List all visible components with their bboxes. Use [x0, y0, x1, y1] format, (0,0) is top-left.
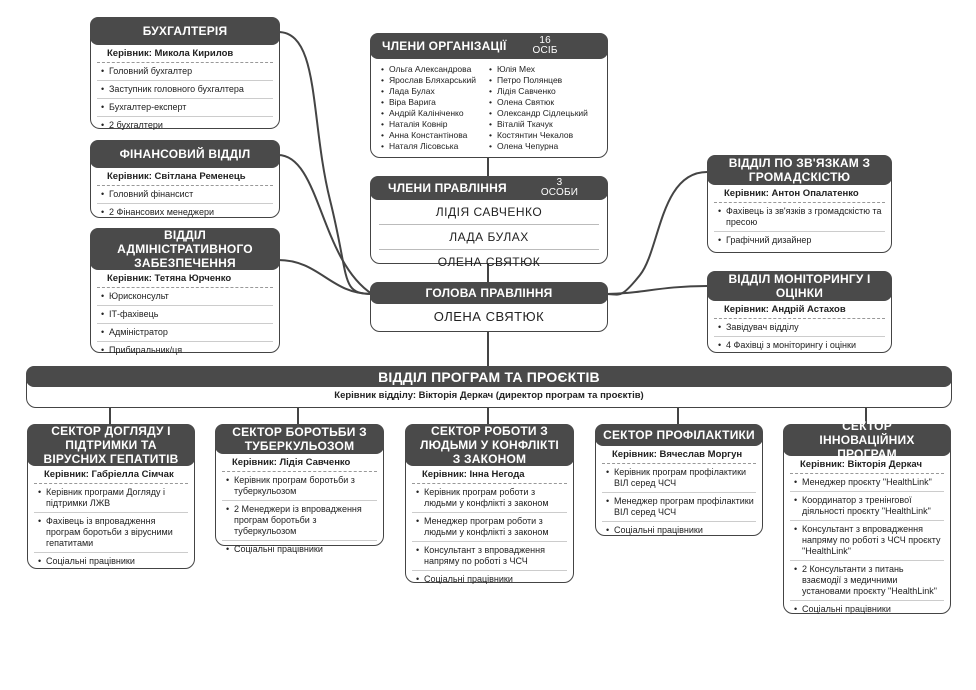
member-item: • Лада Булах	[381, 86, 489, 97]
sector-tb-box	[215, 424, 384, 554]
sector-prevention-box	[595, 424, 763, 536]
list-item: • Соціальні працівники	[34, 553, 188, 570]
accounting-title: БУХГАЛТЕРІЯ	[90, 17, 280, 45]
sector-title: СЕКТОР БОРОТЬБИ З ТУБЕРКУЛЬОЗОМ	[215, 424, 384, 454]
chair-header: ГОЛОВА ПРАВЛІННЯ	[370, 282, 608, 304]
monitoring-box	[707, 271, 892, 353]
list-item: • 2 Менеджери із впровадження програм боротьби з туберкульозом	[222, 501, 377, 541]
list-item: • Координатор з тренінгової діяльності проєкту "HealthLink"	[790, 492, 944, 521]
member-item: • Наталя Лісовська	[381, 141, 489, 152]
sector-list	[784, 474, 950, 622]
member-item: • Лідія Савченко	[489, 86, 597, 97]
member-item: • Олена Чепурна	[489, 141, 597, 152]
list-item: • Керівник програми Догляду і підтримки ЛЖВ	[34, 484, 188, 513]
member-item: • Андрій Калініченко	[381, 108, 489, 119]
list-item: • Консультант з впровадження напряму по роботі з ЧСЧ	[412, 542, 567, 571]
members-box	[370, 33, 608, 158]
list-item: • Соціальні працівники	[222, 541, 377, 558]
pr-list	[708, 203, 891, 253]
members-col1	[381, 64, 489, 152]
list-item: • Менеджер програм роботи з людьми у конфлікті з законом	[412, 513, 567, 542]
chair-box	[370, 282, 608, 332]
pr-title: ВІДДІЛ ПО ЗВ'ЯЗКАМ З ГРОМАДСКІСТЮ	[707, 155, 892, 185]
board-header	[370, 176, 608, 200]
pr-manager: Керівник: Антон Опалатенко	[714, 185, 885, 203]
list-item: • Менеджер проєкту "HealthLink"	[790, 474, 944, 492]
sector-title: СЕКТОР ІННОВАЦІЙНИХ ПРОГРАМ	[783, 424, 951, 456]
board-count-num: 3	[556, 177, 563, 188]
list-item: • Керівник програм профілактики ВІЛ серед ЧСЧ	[602, 464, 756, 493]
member-item: • Ольга Александрова	[381, 64, 489, 75]
member-item: • Костянтин Чекалов	[489, 130, 597, 141]
sector-list	[216, 472, 383, 562]
member-item: • Віталій Ткачук	[489, 119, 597, 130]
list-item: • Юрисконсульт	[97, 288, 273, 306]
admin-box	[90, 228, 280, 353]
accounting-box	[90, 17, 280, 129]
pr-box	[707, 155, 892, 253]
list-item: • Адміністратор	[97, 324, 273, 342]
sector-title: СЕКТОР ДОГЛЯДУ І ПІДТРИМКИ ТА ВІРУСНИХ ГЕПАТИТІВ	[27, 424, 195, 466]
sector-list	[406, 484, 573, 592]
member-item: • Віра Варига	[381, 97, 489, 108]
list-item: • Соціальні працівники	[790, 601, 944, 618]
sector-list	[28, 484, 194, 574]
board-member-name: ЛІДІЯ САВЧЕНКО	[379, 200, 599, 225]
members-list	[371, 59, 607, 154]
monitoring-title: ВІДДІЛ МОНІТОРИНГУ І ОЦІНКИ	[707, 271, 892, 301]
list-item: • Завідувач відділу	[714, 319, 885, 337]
list-item: • 2 Консультанти з питань взаємодії з медичними установами проєкту "HealthLink"	[790, 561, 944, 601]
board-count-unit: ОСОБИ	[540, 187, 579, 198]
list-item: • Бухгалтер-експерт	[97, 99, 273, 117]
list-item: • 2 Фінансових менеджери	[97, 204, 273, 221]
sector-title: СЕКТОР ПРОФІЛАКТИКИ	[595, 424, 763, 446]
list-item: • Керівник програм роботи з людьми у конфлікті з законом	[412, 484, 567, 513]
monitoring-list	[708, 319, 891, 358]
sector-manager: Керівник: Вячеслав Моргун	[602, 446, 756, 464]
member-item: • Анна Константінова	[381, 130, 489, 141]
member-item: • Ярослав Бляхарський	[381, 75, 489, 86]
programs-title: ВІДДІЛ ПРОГРАМ ТА ПРОЄКТІВ	[26, 366, 952, 387]
list-item: • 2 бухгалтери	[97, 117, 273, 134]
list-item: • Графічний дизайнер	[714, 232, 885, 249]
list-item: • Заступник головного бухгалтера	[97, 81, 273, 99]
sector-care-box	[27, 424, 195, 569]
members-count	[533, 36, 558, 56]
members-count-unit: ОСІБ	[532, 45, 558, 56]
accounting-list	[91, 63, 279, 138]
sector-innovation-box	[783, 419, 951, 614]
sector-manager: Керівник: Вікторія Деркач	[790, 456, 944, 474]
finance-title: ФІНАНСОВИЙ ВІДДІЛ	[90, 140, 280, 168]
programs-department	[26, 366, 952, 408]
sector-list	[596, 464, 762, 543]
member-item: • Олександр Сідлецький	[489, 108, 597, 119]
members-title: ЧЛЕНИ ОРГАНІЗАЦІЇ	[382, 39, 507, 53]
programs-manager: Керівник відділу: Вікторія Деркач (директор програм та проєктів)	[334, 390, 644, 401]
accounting-manager: Керівник: Микола Кирилов	[97, 45, 273, 63]
sector-law-box	[405, 424, 574, 583]
finance-list	[91, 186, 279, 225]
members-count-num: 16	[539, 35, 551, 46]
list-item: • Головний фінансист	[97, 186, 273, 204]
board-member-name: ОЛЕНА СВЯТЮК	[437, 255, 541, 269]
sector-manager: Керівник: Габріелла Сімчак	[34, 466, 188, 484]
list-item: • Фахівець із впровадження програм боротьби з вірусними гепатитами	[34, 513, 188, 553]
member-item: • Петро Полянцев	[489, 75, 597, 86]
list-item: • ІТ-фахівець	[97, 306, 273, 324]
monitoring-manager: Керівник: Андрій Астахов	[714, 301, 885, 319]
chair-name: ОЛЕНА СВЯТЮК	[433, 309, 545, 324]
member-item: • Олена Святюк	[489, 97, 597, 108]
list-item: • 4 Фахівці з моніторингу і оцінки	[714, 337, 885, 354]
admin-manager: Керівник: Тетяна Юрченко	[97, 270, 273, 288]
list-item: • Соціальні працівники	[412, 571, 567, 588]
board-box	[370, 176, 608, 269]
list-item: • Прибиральник/ця	[97, 342, 273, 359]
list-item: • Фахівець із зв'язків з громадскістю та пресою	[714, 203, 885, 232]
sector-manager: Керівник: Лідія Савченко	[222, 454, 377, 472]
admin-title: ВІДДІЛ АДМІНІСТРАТИВНОГО ЗАБЕЗПЕЧЕННЯ	[90, 228, 280, 270]
list-item: • Головний бухгалтер	[97, 63, 273, 81]
member-item: • Юлія Мех	[489, 64, 597, 75]
finance-manager: Керівник: Світлана Ременець	[97, 168, 273, 186]
list-item: • Менеджер програм профілактики ВІЛ серед ЧСЧ	[602, 493, 756, 522]
member-item: • Наталія Ковнір	[381, 119, 489, 130]
members-col2	[489, 64, 597, 152]
list-item: • Соціальні працівники	[602, 522, 756, 539]
sector-title: СЕКТОР РОБОТИ З ЛЮДЬМИ У КОНФЛІКТІ З ЗАКОНОМ	[405, 424, 574, 466]
board-title: ЧЛЕНИ ПРАВЛІННЯ	[388, 181, 507, 195]
list-item: • Консультант з впровадження напряму по роботі з ЧСЧ проєкту "HealthLink"	[790, 521, 944, 561]
board-member-name: ЛАДА БУЛАХ	[379, 225, 599, 250]
board-count	[541, 178, 578, 198]
admin-list	[91, 288, 279, 363]
members-header	[370, 33, 608, 59]
sector-manager: Керівник: Інна Негода	[412, 466, 567, 484]
list-item: • Керівник програм боротьби з туберкульозом	[222, 472, 377, 501]
finance-box	[90, 140, 280, 218]
